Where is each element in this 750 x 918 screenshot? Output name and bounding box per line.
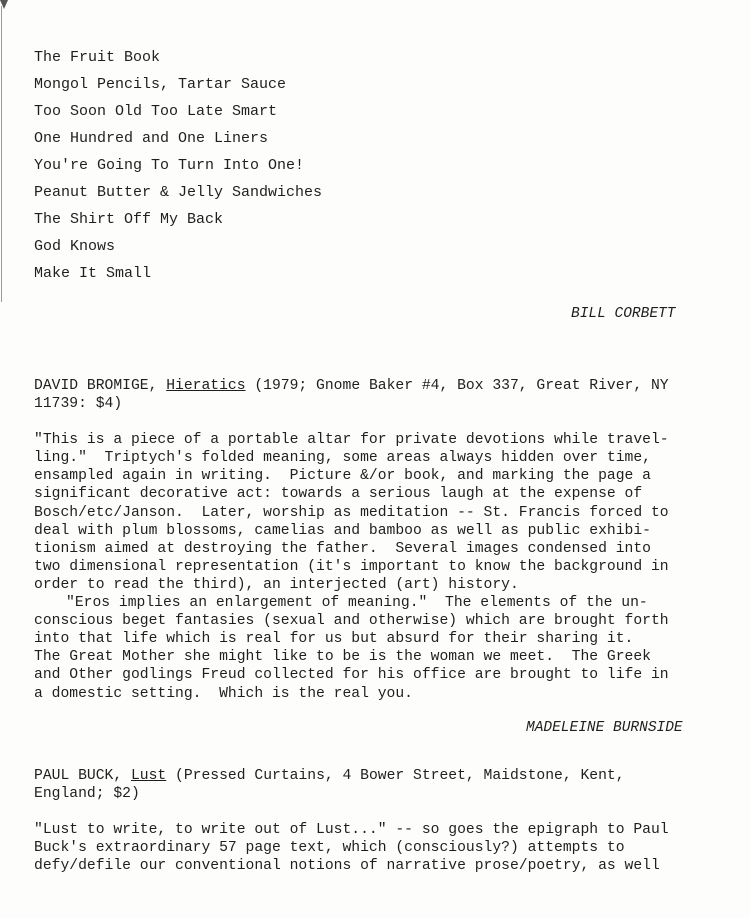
paragraph-line: "Eros implies an enlargement of meaning." The elements of the un- <box>66 595 648 612</box>
paragraph-line: and Other godlings Freud collected for his office are brought to life in <box>34 667 669 684</box>
review-publication-line2: 11739: $4) <box>34 396 123 413</box>
paragraph-line: ensampled again in writing. Picture &/or book, and marking the page a <box>34 468 651 485</box>
paragraph-line: "This is a piece of a portable altar for private devotions while travel- <box>34 432 669 449</box>
review-publication: (Pressed Curtains, 4 Bower Street, Maidstone, Kent, <box>166 768 625 784</box>
paragraph-line: order to read the third), an interjected (art) history. <box>34 576 519 593</box>
title-item: Peanut Butter & Jelly Sandwiches <box>34 184 323 201</box>
paragraph-line: ling." Triptych's folded meaning, some areas always hidden over time, <box>34 450 651 467</box>
review-publication-line2: England; $2) <box>34 786 140 803</box>
title-item: God Knows <box>34 238 116 255</box>
review-book-title: Lust <box>130 768 167 784</box>
review-heading <box>34 767 734 785</box>
review-publication: (1979; Gnome Baker #4, Box 337, Great River, NY <box>245 378 669 394</box>
paragraph-line: defy/defile our conventional notions of narrative prose/poetry, as well <box>34 858 660 875</box>
review-heading <box>34 377 734 395</box>
paragraph-line: deal with plum blossoms, camelias and bamboo as well as public exhibi- <box>34 522 651 539</box>
paragraph-line: Bosch/etc/Janson. Later, worship as meditation -- St. Francis forced to <box>34 504 669 521</box>
title-item: Make It Small <box>34 265 152 282</box>
title-item: Mongol Pencils, Tartar Sauce <box>34 76 287 93</box>
paragraph-line: two dimensional representation (it's important to know the background in <box>34 558 669 575</box>
title-item: The Fruit Book <box>34 49 161 66</box>
title-list <box>34 47 322 290</box>
paragraph-line: a domestic setting. Which is the real you. <box>34 685 413 702</box>
page-edge-line <box>1 6 2 302</box>
paragraph-line: conscious beget fantasies (sexual and otherwise) which are brought forth <box>34 613 669 630</box>
signature-bill-corbett: BILL CORBETT <box>571 306 676 322</box>
paragraph-line: tionism aimed at destroying the father. Several images condensed into <box>34 540 651 557</box>
title-item: Too Soon Old Too Late Smart <box>34 103 278 120</box>
paragraph-line: "Lust to write, to write out of Lust..." -- so goes the epigraph to Paul <box>34 822 669 839</box>
paragraph-line: significant decorative act: towards a serious laugh at the expense of <box>34 486 643 503</box>
review-buck <box>34 767 734 875</box>
review-author: PAUL BUCK, <box>34 768 131 784</box>
paragraph-line: into that life which is real for us but absurd for their sharing it. <box>34 631 634 648</box>
review-author: DAVID BROMIGE, <box>34 378 167 394</box>
signature-madeleine-burnside: MADELEINE BURNSIDE <box>526 720 683 736</box>
paragraph-line: The Great Mother she might like to be is the woman we meet. The Greek <box>34 649 651 666</box>
paragraph-line: Buck's extraordinary 57 page text, which (consciously?) attempts to <box>34 840 625 857</box>
title-item: One Hundred and One Liners <box>34 130 269 147</box>
title-item: The Shirt Off My Back <box>34 211 224 228</box>
review-book-title: Hieratics <box>166 378 246 394</box>
review-bromige <box>34 377 734 703</box>
title-item: You're Going To Turn Into One! <box>34 157 305 174</box>
